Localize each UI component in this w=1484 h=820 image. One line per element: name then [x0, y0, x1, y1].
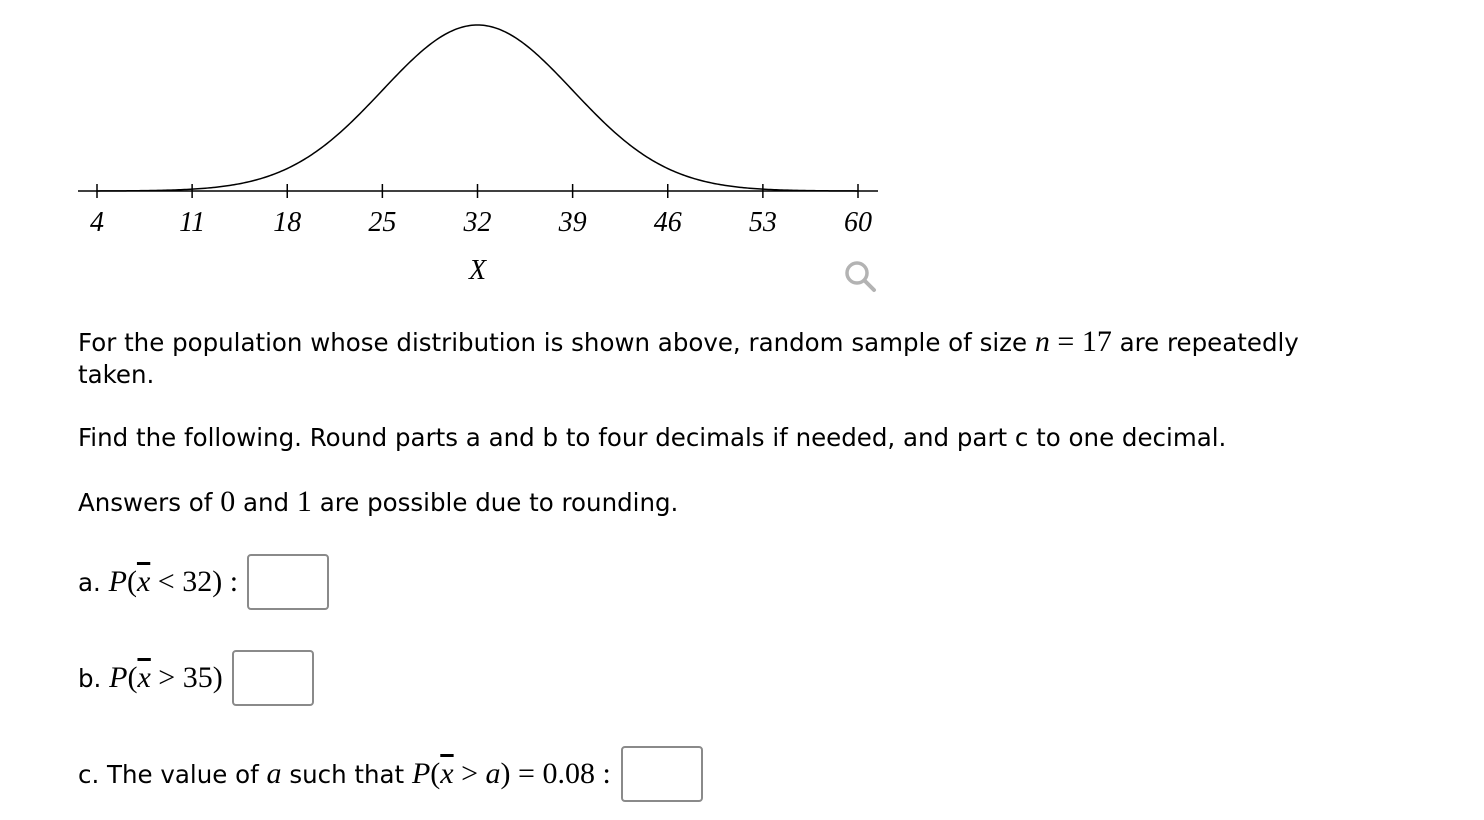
x-axis-ticks [90, 184, 872, 238]
prob-symbol: P [108, 565, 127, 598]
xbar-symbol: $\overline{x}$ [440, 757, 454, 790]
rounding-note [78, 486, 678, 519]
note-text-start: Answers of [78, 488, 213, 517]
question-a-expression [109, 565, 238, 599]
answer-a-input[interactable] [247, 554, 329, 610]
note-text-end: are possible due to rounding. [319, 488, 679, 517]
x-tick-label: 25 [368, 207, 397, 238]
open-paren: ( [127, 661, 138, 694]
density-curve [97, 25, 858, 191]
x-tick-label: 53 [748, 207, 777, 238]
note-text-and: and [243, 488, 290, 517]
prob-symbol: P [411, 757, 431, 790]
open-paren: ( [126, 565, 137, 598]
question-a-label: a. [78, 567, 101, 597]
colon: : [594, 757, 611, 790]
sample-size-value: 17 [1081, 325, 1112, 358]
open-paren: ( [430, 757, 441, 790]
x-tick-label: 4 [90, 207, 104, 238]
zoom-magnifier-icon[interactable] [843, 259, 879, 295]
close-paren: ) [212, 661, 223, 694]
xbar-symbol: $\overline{x}$ [136, 565, 151, 598]
x-tick-label: 11 [179, 207, 206, 238]
question-c-label: c. The value of [78, 759, 259, 789]
one-value: 1 [296, 485, 312, 518]
such-that-text: such that [289, 759, 405, 789]
a-var-symbol: a [266, 757, 282, 790]
question-c [78, 745, 703, 803]
x-tick-label: 39 [558, 207, 587, 238]
close-paren: ) [500, 757, 511, 790]
intro-text: For the population whose distribution is shown above, random sample of size [78, 328, 1028, 357]
answer-b-input[interactable] [232, 650, 314, 706]
x-tick-label: 18 [273, 207, 302, 238]
answer-c-input[interactable] [621, 746, 703, 802]
x-tick-label: 60 [844, 207, 872, 238]
close-paren: ) [212, 565, 223, 598]
less-than-sign: < [150, 565, 183, 598]
question-a-value: 32 [182, 565, 213, 598]
intro-text-end: are repeatedly taken. [78, 328, 1299, 389]
question-b-label: b. [78, 663, 102, 693]
xbar-symbol: $\overline{x}$ [137, 661, 151, 694]
x-axis-title: X [468, 255, 487, 286]
equals-sign: = [510, 757, 543, 790]
question-c-value: 0.08 [542, 757, 595, 790]
greater-than-sign: > [453, 757, 486, 790]
a-var-symbol: a [485, 757, 501, 790]
instructions-text: Find the following. Round parts a and b to four decimals if needed, and part c to one decimal. [78, 423, 1227, 452]
x-tick-label: 32 [463, 207, 492, 238]
greater-than-sign: > [150, 661, 183, 694]
colon: : [222, 565, 239, 598]
question-b-value: 35 [182, 661, 213, 694]
question-c-expression [412, 757, 611, 791]
problem-intro [78, 326, 1378, 391]
question-a [78, 553, 329, 611]
sample-size-expression [1035, 325, 1112, 358]
prob-symbol: P [109, 661, 128, 694]
equals-sign: = [1049, 325, 1082, 358]
x-tick-label: 46 [653, 207, 682, 238]
question-b [78, 649, 314, 707]
n-variable: n [1034, 325, 1050, 358]
normal-distribution-chart [0, 0, 1484, 300]
a-variable [267, 757, 282, 791]
question-b-expression [109, 661, 223, 695]
zero-value: 0 [220, 485, 236, 518]
